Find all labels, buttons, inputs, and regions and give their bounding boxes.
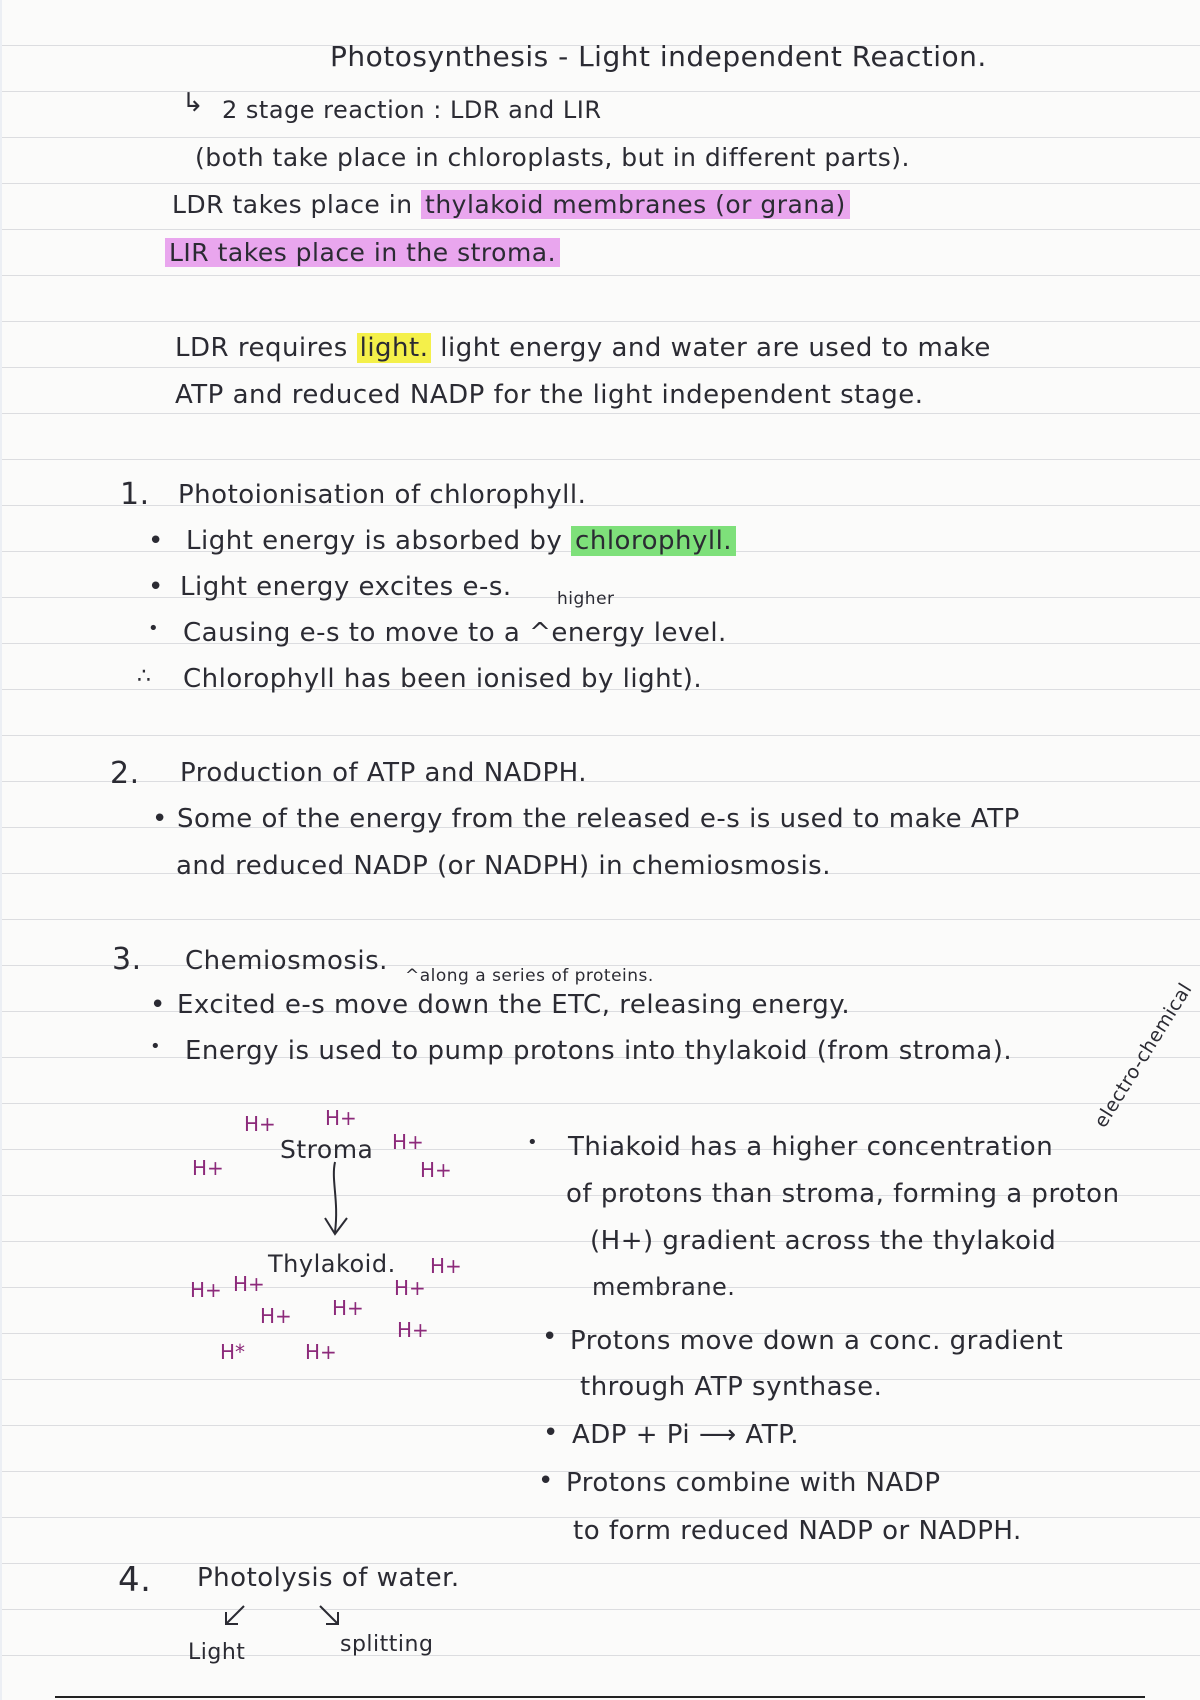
right-b4-line-2: to form reduced NADP or NADPH. — [573, 1516, 1022, 1546]
ldr-requires-prefix: LDR requires — [175, 333, 357, 363]
right-b1-line-2: of protons than stroma, forming a proton — [566, 1179, 1120, 1209]
proton-label: H+ — [260, 1304, 292, 1328]
ldr-place-line — [172, 190, 850, 219]
both-place-line: (both take place in chloroplasts, but in different parts). — [195, 143, 910, 172]
bullet-icon: • — [148, 572, 164, 602]
right-b1-line-3: (H+) gradient across the thylakoid — [590, 1226, 1057, 1256]
proton-label: H+ — [420, 1158, 452, 1182]
s1-bullet-4: Chlorophyll has been ionised by light). — [183, 664, 703, 694]
ldr-place-highlight: thylakoid membranes (or grana) — [421, 190, 850, 219]
branch-arrow-left-icon — [220, 1602, 250, 1632]
right-b3: ADP + Pi ⟶ ATP. — [572, 1420, 799, 1450]
bullet-icon: • — [152, 804, 168, 834]
bullet-icon: • — [150, 1036, 162, 1057]
proton-label: H+ — [244, 1112, 276, 1136]
s3-bullet-1: Excited e-s move down the ETC, releasing energy. — [177, 990, 851, 1020]
proton-label: H+ — [394, 1276, 426, 1300]
therefore-symbol: ∴ — [137, 664, 152, 689]
chlorophyll-highlight: chlorophyll. — [571, 526, 736, 556]
proton-label: H+ — [332, 1296, 364, 1320]
bullet-icon: • — [527, 1132, 539, 1153]
s2-bullet-line-2: and reduced NADP (or NADPH) in chemiosmosis. — [176, 851, 831, 881]
section-2-heading: Production of ATP and NADPH. — [180, 758, 587, 788]
proton-label: H+ — [233, 1272, 265, 1296]
page-bottom-rule — [55, 1696, 1145, 1698]
page-margin-line — [0, 0, 2, 1700]
right-b1-line-1: Thiakoid has a higher concentration — [568, 1132, 1054, 1162]
s3-bullet-2: Energy is used to pump protons into thylakoid (from stroma). — [185, 1036, 1013, 1066]
bullet-icon: • — [538, 1466, 554, 1496]
right-b4-line-1: Protons combine with NADP — [566, 1468, 941, 1498]
section-4-heading: Photolysis of water. — [197, 1563, 460, 1593]
proton-label: H+ — [192, 1156, 224, 1180]
section-3-heading: Chemiosmosis. — [185, 946, 388, 976]
bullet-icon: • — [150, 990, 166, 1020]
s2-bullet-line-1: Some of the energy from the released e-s is used to make ATP — [177, 804, 1020, 834]
section-1-heading: Photoionisation of chlorophyll. — [178, 480, 587, 510]
proton-label: H* — [220, 1340, 246, 1364]
s1-bullet-3: Causing e-s to move to a ^energy level. — [183, 618, 727, 648]
electro-chemical-note: electro-chemical — [1090, 979, 1197, 1132]
ldr-requires-line-2: ATP and reduced NADP for the light independent stage. — [175, 380, 924, 410]
thylakoid-label: Thylakoid. — [268, 1250, 396, 1278]
branch-splitting-label: splitting — [340, 1632, 434, 1657]
lir-place-highlight: LIR takes place in the stroma. — [165, 238, 560, 267]
down-arrow-icon — [323, 1160, 353, 1240]
ldr-place-prefix: LDR takes place in — [172, 190, 422, 219]
hook-arrow-icon: ↳ — [182, 88, 205, 118]
two-stage-line: 2 stage reaction : LDR and LIR — [222, 96, 602, 124]
s1-bullet-1 — [186, 526, 736, 556]
series-of-proteins-note: ^along a series of proteins. — [405, 966, 654, 986]
proton-label: H+ — [430, 1254, 462, 1278]
ldr-requires-rest: light energy and water are used to make — [431, 333, 991, 363]
right-b1-line-4: membrane. — [592, 1273, 736, 1301]
section-3-number: 3. — [112, 942, 142, 977]
right-b2-line-2: through ATP synthase. — [580, 1372, 883, 1402]
section-4-number: 4. — [118, 1560, 152, 1600]
branch-light-label: Light — [188, 1640, 246, 1665]
stroma-label: Stroma — [280, 1135, 374, 1164]
proton-label: H+ — [190, 1278, 222, 1302]
bullet-icon: • — [148, 526, 164, 556]
bullet-icon: • — [542, 1322, 558, 1352]
bullet-icon: • — [148, 618, 160, 639]
light-highlight: light. — [357, 333, 432, 363]
section-2-number: 2. — [110, 756, 140, 791]
proton-label: H+ — [392, 1130, 424, 1154]
s1-bullet-1-prefix: Light energy is absorbed by — [186, 526, 572, 556]
right-b2-line-1: Protons move down a conc. gradient — [570, 1326, 1064, 1356]
bullet-icon: • — [543, 1418, 559, 1448]
s1-bullet-2: Light energy excites e-s. — [180, 572, 512, 602]
proton-label: H+ — [397, 1318, 429, 1342]
ldr-requires-line — [175, 333, 991, 363]
proton-label: H+ — [325, 1106, 357, 1130]
branch-arrow-right-icon — [316, 1602, 346, 1632]
lir-place-line — [165, 238, 560, 267]
section-1-number: 1. — [120, 477, 150, 512]
page-title: Photosynthesis - Light independent Reaction. — [330, 40, 987, 73]
proton-label: H+ — [305, 1340, 337, 1364]
caret-note: higher — [557, 589, 615, 609]
